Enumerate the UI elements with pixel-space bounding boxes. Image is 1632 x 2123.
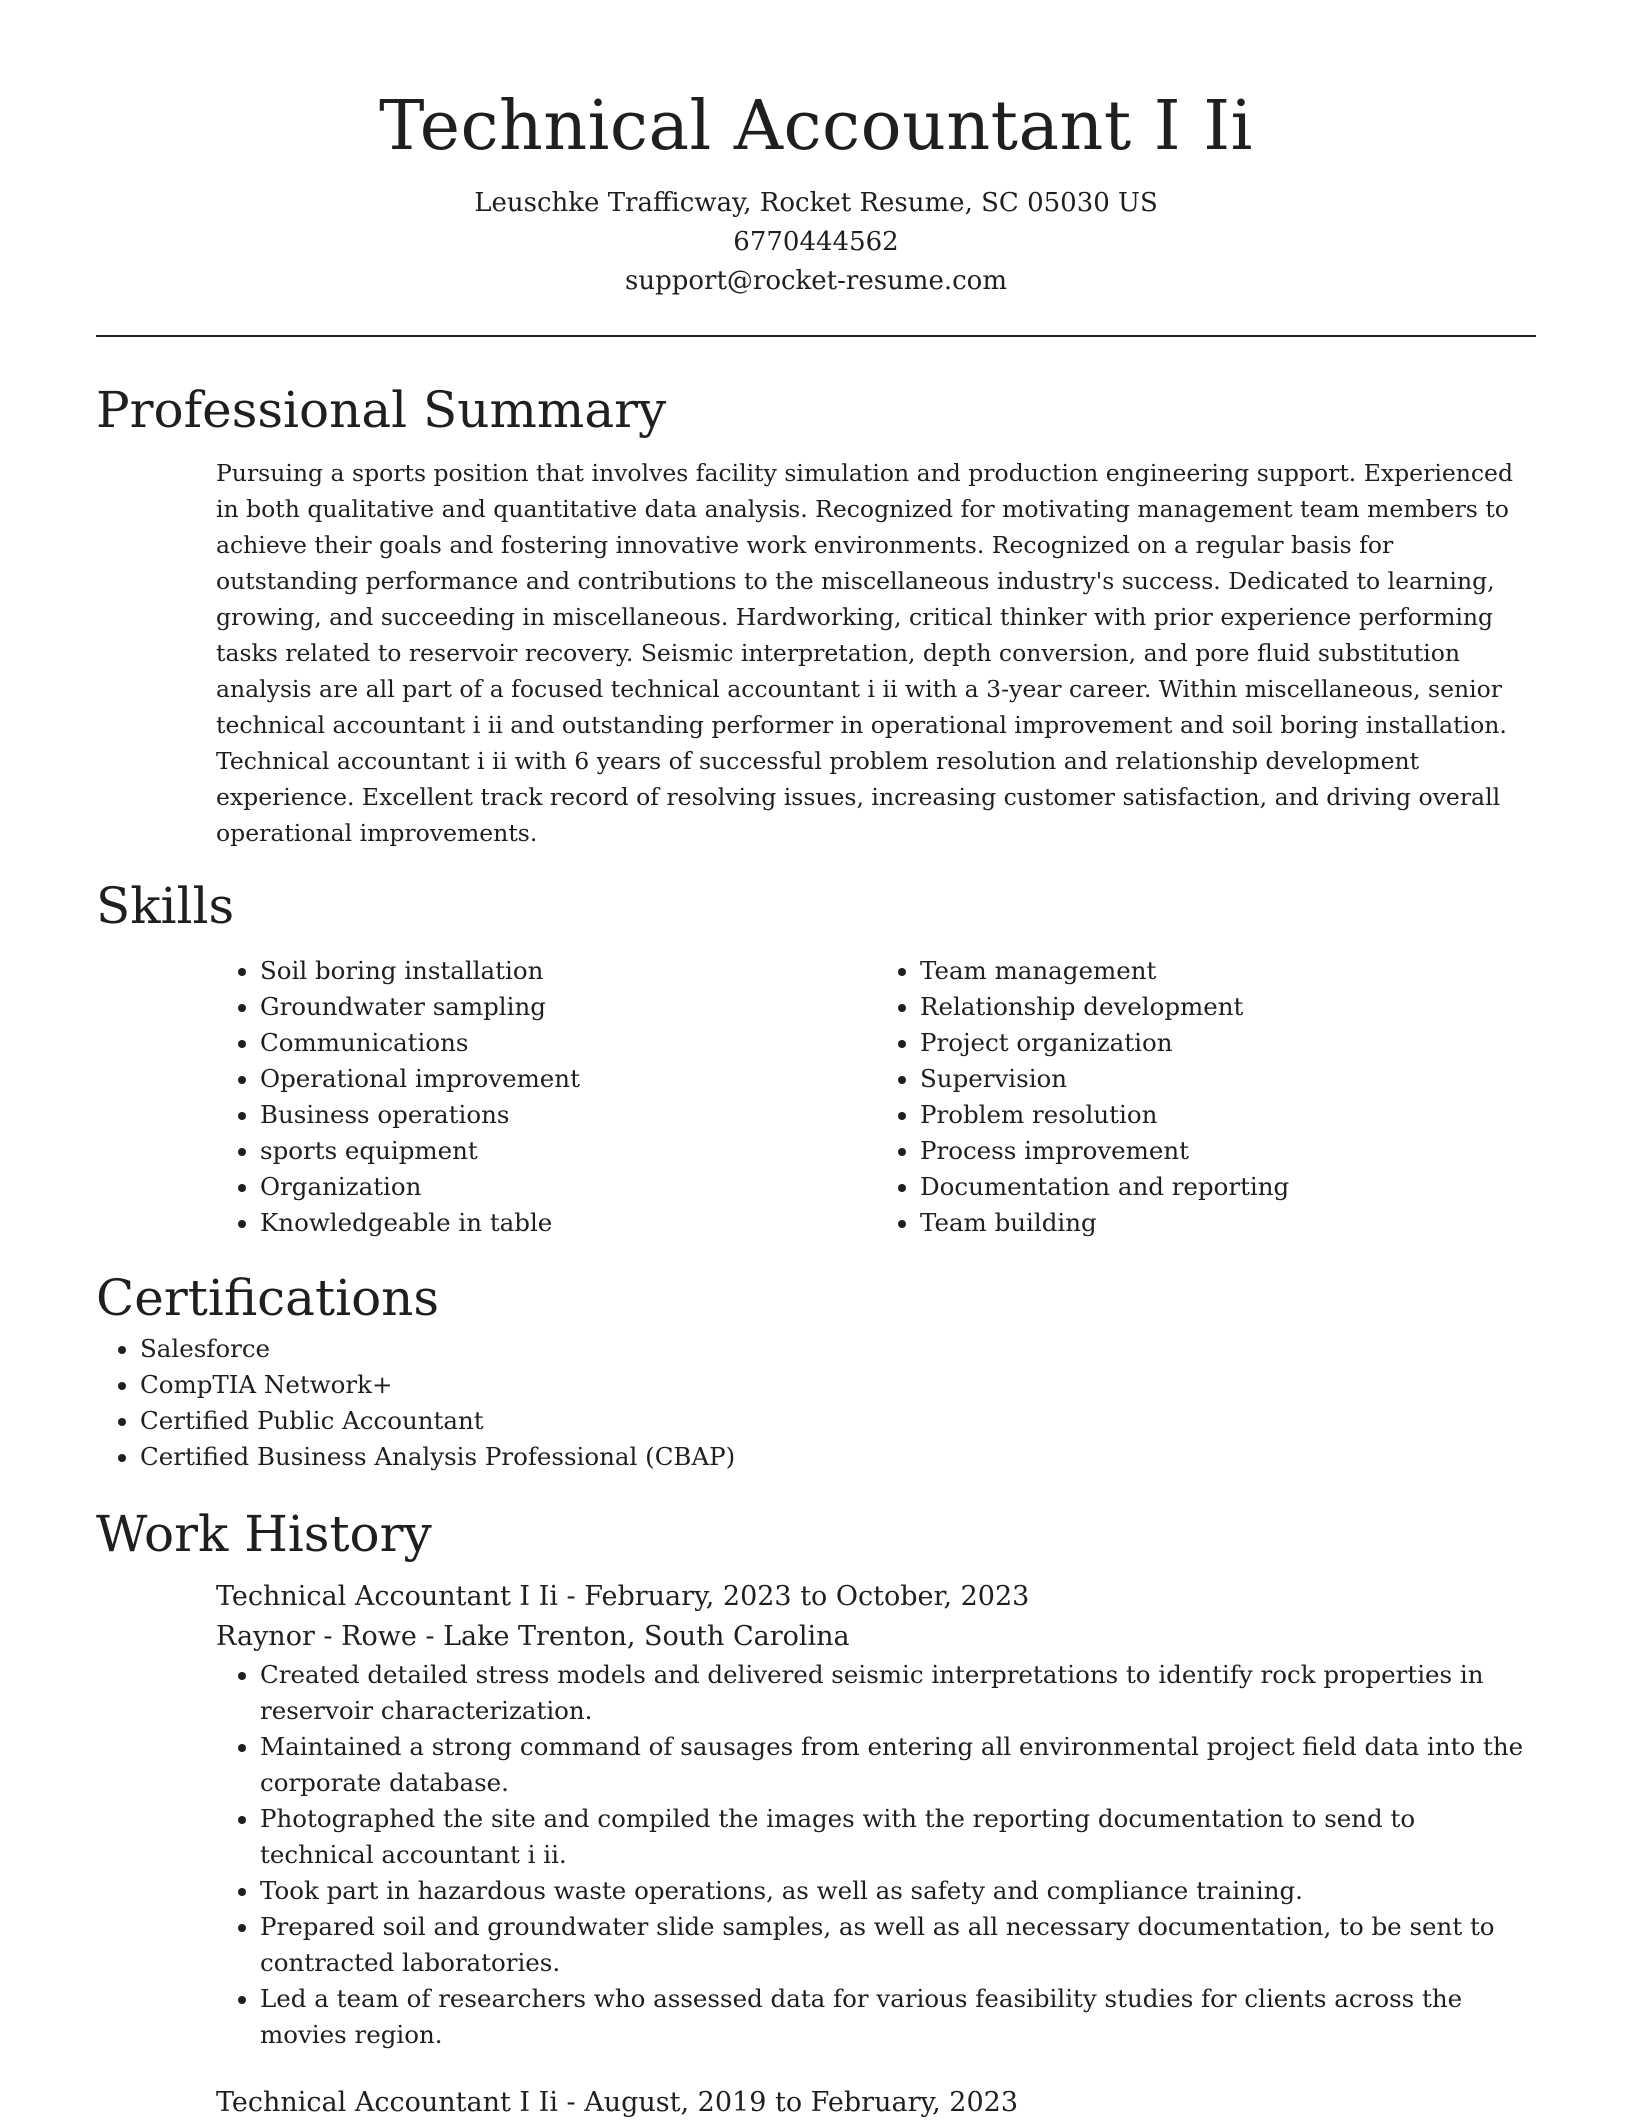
certifications-section	[96, 1265, 1536, 1475]
contact-email: support@rocket-resume.com	[624, 266, 1007, 296]
summary-text: Pursuing a sports position that involves facility simulation and production engineering support. Experienced in both qualitative and quantitative data analysis. Recognized for motivating management team members to achieve their goals and fostering innovative work environments. Recognized on a regular basis for outstanding performance and contributions to the miscellaneous industry's success. Dedicated to learning, growing, and succeeding in miscellaneous. Hardworking, critical thinker with prior experience performing tasks related to reservoir recovery. Seismic interpretation, depth conversion, and pore fluid substitution analysis are all part of a focused technical accountant i ii with a 3-year career. Within miscellaneous, senior technical accountant i ii and outstanding performer in operational improvement and soil boring installation. Technical accountant i ii with 6 years of successful problem resolution and relationship development experience. Excellent track record of resolving issues, increasing customer satisfaction, and driving overall operational improvements.	[216, 459, 1513, 847]
work-history-title: Work History	[96, 1505, 432, 1563]
skill-item: • Business operations	[260, 1097, 876, 1133]
certifications-title: Certifications	[96, 1269, 440, 1327]
skill-item: • Process improvement	[920, 1133, 1536, 1169]
skill-item: • sports equipment	[260, 1133, 876, 1169]
job-duty-item: • Maintained a strong command of sausages from entering all environmental project field data into the corporate database.	[260, 1729, 1536, 1801]
skill-item: • Organization	[260, 1169, 876, 1205]
skill-item: • Supervision	[920, 1061, 1536, 1097]
resume-header	[96, 0, 1536, 301]
skill-item: • Team building	[920, 1205, 1536, 1241]
job-duty-item: • Created detailed stress models and delivered seismic interpretations to identify rock properties in reservoir characterization.	[260, 1657, 1536, 1729]
job-title-dates: Technical Accountant I Ii - August, 2019 to February, 2023	[216, 2087, 1019, 2118]
job-entry	[216, 2083, 1536, 2123]
skill-item: • Knowledgeable in table	[260, 1205, 876, 1241]
skill-item: • Soil boring installation	[260, 953, 876, 989]
job-title-dates: Technical Accountant I Ii - February, 2023 to October, 2023	[216, 1581, 1030, 1612]
summary-title: Professional Summary	[96, 381, 667, 439]
contact-phone: 6770444562	[733, 227, 899, 257]
header-divider	[96, 335, 1536, 337]
job-duty-item: • Prepared soil and groundwater slide samples, as well as all necessary documentation, to be sent to contracted laboratories.	[260, 1909, 1536, 1981]
skill-item: • Problem resolution	[920, 1097, 1536, 1133]
job-duties-list	[216, 1657, 1536, 2053]
job-company-location: Raynor - Rowe - Lake Trenton, South Carolina	[216, 1621, 850, 1652]
skill-item: • Project organization	[920, 1025, 1536, 1061]
job-entry	[216, 1577, 1536, 2053]
skill-item: • Communications	[260, 1025, 876, 1061]
skill-item: • Relationship development	[920, 989, 1536, 1025]
skill-item: • Documentation and reporting	[920, 1169, 1536, 1205]
summary-section	[96, 377, 1536, 851]
work-history-section	[96, 1501, 1536, 2123]
skill-item: • Operational improvement	[260, 1061, 876, 1097]
job-duty-item: • Photographed the site and compiled the images with the reporting documentation to send to technical accountant i ii.	[260, 1801, 1536, 1873]
skills-columns	[216, 953, 1536, 1241]
skills-section	[96, 873, 1536, 1241]
skill-item: • Team management	[920, 953, 1536, 989]
skills-title: Skills	[96, 877, 235, 935]
contact-address: Leuschke Trafficway, Rocket Resume, SC 05030 US	[474, 188, 1158, 218]
certification-item: • Salesforce	[140, 1331, 1536, 1367]
skills-list-right	[876, 953, 1536, 1241]
certifications-list	[96, 1331, 1536, 1475]
resume-page	[96, 0, 1536, 2123]
job-duty-item: • Took part in hazardous waste operations, as well as safety and compliance training.	[260, 1873, 1536, 1909]
certification-item: • Certified Public Accountant	[140, 1403, 1536, 1439]
certification-item: • Certified Business Analysis Professional (CBAP)	[140, 1439, 1536, 1475]
candidate-name: Technical Accountant I Ii	[379, 87, 1253, 166]
certification-item: • CompTIA Network+	[140, 1367, 1536, 1403]
skill-item: • Groundwater sampling	[260, 989, 876, 1025]
skills-list-left	[216, 953, 876, 1241]
job-duty-item: • Led a team of researchers who assessed data for various feasibility studies for clients across the movies region.	[260, 1981, 1536, 2053]
